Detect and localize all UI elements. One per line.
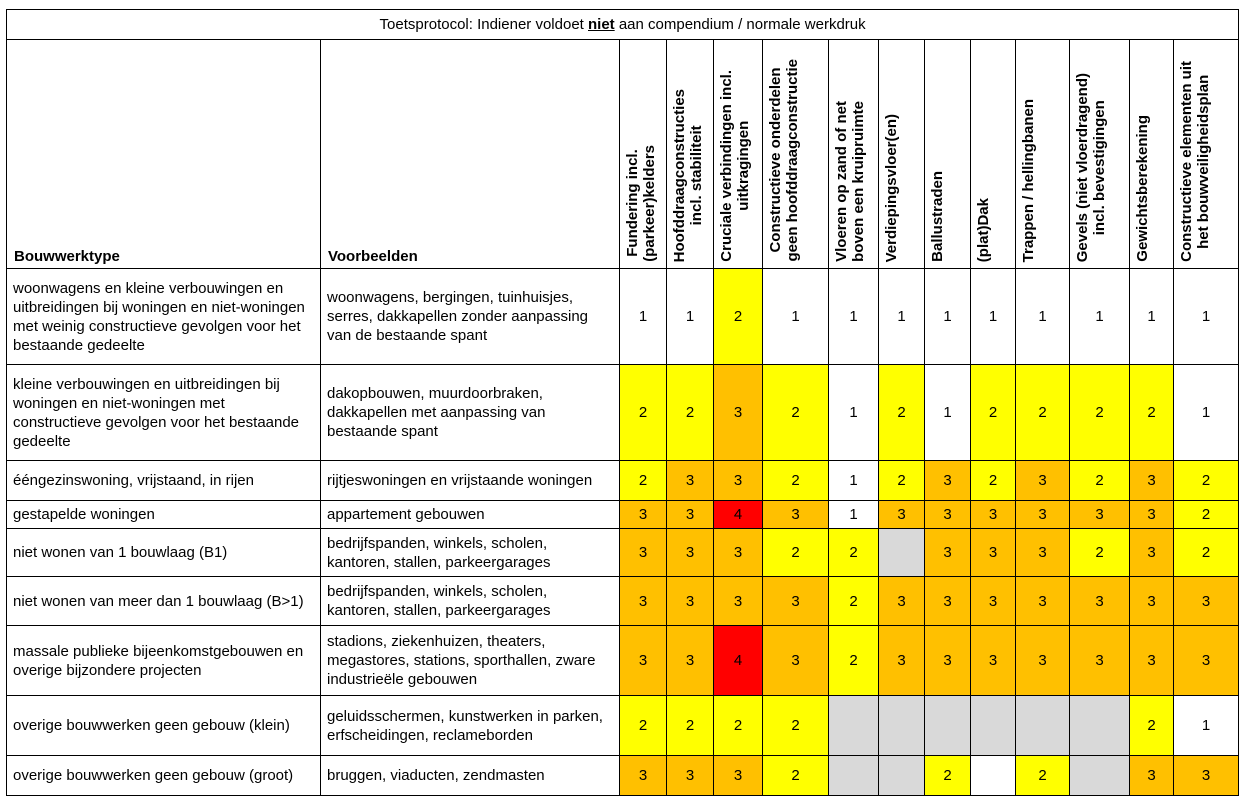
score-cell: 3 [925, 577, 971, 626]
column-header-line: (plat)Dak [975, 197, 992, 262]
column-header [925, 40, 971, 269]
score-cell: 1 [1016, 269, 1070, 365]
score-cell: 2 [763, 461, 829, 501]
score-cell: 2 [1174, 461, 1239, 501]
score-cell: 2 [620, 365, 667, 461]
table-row [7, 626, 1239, 696]
header-voorbeelden: Voorbeelden [321, 40, 620, 269]
score-cell: 3 [1130, 626, 1174, 696]
score-cell: 2 [879, 461, 925, 501]
table-row [7, 696, 1239, 756]
voorbeelden-cell: rijtjeswoningen en vrijstaande woningen [321, 461, 620, 501]
column-header-label [767, 59, 801, 264]
score-cell: 3 [879, 501, 925, 529]
score-cell: 3 [879, 577, 925, 626]
score-cell: 2 [667, 365, 714, 461]
score-cell: 1 [1130, 269, 1174, 365]
column-header-label [883, 114, 900, 264]
column-header-line: Ballustraden [929, 171, 946, 262]
score-cell: 3 [1174, 756, 1239, 796]
score-cell: 2 [829, 577, 879, 626]
bouwwerktype-cell: woonwagens en kleine verbouwingen en uitbreidingen bij woningen en niet-woningen met weinig constructieve gevolgen voor het bestaande gedeelte [7, 269, 321, 365]
column-header [763, 40, 829, 269]
score-cell: 3 [1016, 626, 1070, 696]
column-header [1016, 40, 1070, 269]
voorbeelden-cell: geluidsschermen, kunstwerken in parken, erfscheidingen, reclameborden [321, 696, 620, 756]
column-header-line: boven een kruipruimte [850, 101, 867, 262]
score-cell [829, 756, 879, 796]
score-cell: 3 [620, 577, 667, 626]
score-cell: 2 [879, 365, 925, 461]
score-cell: 3 [763, 626, 829, 696]
score-cell: 3 [714, 529, 763, 577]
score-cell: 3 [1130, 529, 1174, 577]
score-cell: 2 [667, 696, 714, 756]
score-cell: 2 [714, 696, 763, 756]
score-cell: 2 [763, 696, 829, 756]
score-cell: 1 [829, 501, 879, 529]
score-cell: 3 [714, 461, 763, 501]
column-header [667, 40, 714, 269]
column-header-line: Trappen / hellingbanen [1020, 98, 1037, 262]
column-header-label [833, 101, 867, 264]
score-cell: 2 [1016, 756, 1070, 796]
column-header-line: geen hoofddraagconstructie [784, 59, 801, 262]
score-cell: 2 [763, 529, 829, 577]
score-cell: 3 [714, 577, 763, 626]
title-emphasis: niet [588, 16, 615, 33]
score-cell: 3 [925, 501, 971, 529]
score-cell: 1 [1174, 365, 1239, 461]
score-cell: 3 [879, 626, 925, 696]
score-cell: 3 [667, 756, 714, 796]
column-header-label [624, 145, 658, 264]
score-cell: 3 [971, 626, 1016, 696]
voorbeelden-cell: appartement gebouwen [321, 501, 620, 529]
column-header-line: Gewichtsberekening [1134, 115, 1151, 262]
header-bouwwerktype: Bouwwerktype [7, 40, 321, 269]
column-header [620, 40, 667, 269]
column-header-label [1074, 73, 1108, 264]
bouwwerktype-cell: kleine verbouwingen en uitbreidingen bij woningen en niet-woningen met constructieve gevolgen voor het bestaande gedeelte [7, 365, 321, 461]
column-header-label [1020, 99, 1037, 264]
score-cell: 2 [763, 365, 829, 461]
bouwwerktype-cell: niet wonen van 1 bouwlaag (B1) [7, 529, 321, 577]
voorbeelden-cell: woonwagens, bergingen, tuinhuisjes, serres, dakkapellen zonder aanpassing van de bestaande spant [321, 269, 620, 365]
score-cell [1070, 756, 1130, 796]
header-row [7, 40, 1239, 269]
score-cell: 3 [763, 577, 829, 626]
score-cell: 2 [925, 756, 971, 796]
score-cell: 3 [620, 529, 667, 577]
bouwwerktype-cell: niet wonen van meer dan 1 bouwlaag (B>1) [7, 577, 321, 626]
score-cell: 1 [667, 269, 714, 365]
score-cell: 3 [1016, 461, 1070, 501]
score-cell: 3 [1130, 756, 1174, 796]
score-cell: 2 [1070, 365, 1130, 461]
score-cell: 3 [1174, 577, 1239, 626]
column-header-line: incl. bevestigingen [1091, 99, 1108, 235]
table-row [7, 577, 1239, 626]
score-cell: 2 [1130, 696, 1174, 756]
score-cell: 3 [925, 626, 971, 696]
score-cell [925, 696, 971, 756]
column-header [1070, 40, 1130, 269]
column-header [971, 40, 1016, 269]
column-header [829, 40, 879, 269]
score-cell: 3 [667, 577, 714, 626]
score-cell: 1 [620, 269, 667, 365]
score-cell: 3 [667, 626, 714, 696]
column-header-label [975, 198, 992, 264]
score-cell: 3 [1070, 501, 1130, 529]
score-cell: 3 [925, 529, 971, 577]
column-header-line: Hoofddraagconstructies [671, 88, 688, 262]
column-header [879, 40, 925, 269]
score-cell [1016, 696, 1070, 756]
table-row [7, 365, 1239, 461]
column-header-label [671, 89, 705, 264]
score-cell: 2 [620, 696, 667, 756]
score-cell [829, 696, 879, 756]
score-cell: 1 [1174, 269, 1239, 365]
score-cell: 2 [1174, 501, 1239, 529]
score-cell [879, 756, 925, 796]
column-header-line: Constructieve onderdelen [767, 68, 784, 254]
score-cell: 2 [1130, 365, 1174, 461]
score-cell [879, 529, 925, 577]
column-header-line: Verdiepingsvloer(en) [883, 113, 900, 262]
score-cell: 3 [1130, 461, 1174, 501]
voorbeelden-cell: bruggen, viaducten, zendmasten [321, 756, 620, 796]
score-cell: 1 [879, 269, 925, 365]
column-header-line: uitkragingen [735, 121, 752, 212]
score-cell: 2 [620, 461, 667, 501]
column-header-line: Constructieve elementen uit [1178, 61, 1195, 262]
bouwwerktype-cell: ééngezinswoning, vrijstaand, in rijen [7, 461, 321, 501]
score-cell: 3 [714, 365, 763, 461]
table-body [7, 269, 1239, 796]
score-cell: 3 [971, 501, 1016, 529]
table-row [7, 269, 1239, 365]
column-header-line: Fundering incl. [624, 149, 641, 258]
score-cell: 1 [829, 365, 879, 461]
score-cell: 3 [667, 529, 714, 577]
title-prefix: Toetsprotocol: Indiener voldoet [379, 16, 588, 33]
voorbeelden-cell: dakopbouwen, muurdoorbraken, dakkapellen met aanpassing van bestaande spant [321, 365, 620, 461]
column-header-line: (parkeer)kelders [641, 145, 658, 262]
score-cell: 2 [763, 756, 829, 796]
table-row [7, 529, 1239, 577]
score-cell: 2 [714, 269, 763, 365]
score-cell [971, 696, 1016, 756]
column-header-line: Gevels (niet vloerdragend) [1074, 72, 1091, 262]
column-header-line: incl. stabiliteit [688, 125, 705, 226]
score-cell: 2 [829, 529, 879, 577]
score-cell: 3 [620, 501, 667, 529]
score-cell: 3 [1016, 501, 1070, 529]
score-cell: 2 [1016, 365, 1070, 461]
column-header-line: het bouwveiligheidsplan [1195, 74, 1212, 249]
score-cell: 3 [1130, 501, 1174, 529]
column-header-line: Vloeren op zand of net [833, 101, 850, 262]
score-cell [879, 696, 925, 756]
score-cell: 3 [763, 501, 829, 529]
score-cell: 3 [971, 529, 1016, 577]
score-cell: 2 [1070, 461, 1130, 501]
score-cell: 1 [925, 365, 971, 461]
voorbeelden-cell: bedrijfspanden, winkels, scholen, kantoren, stallen, parkeergarages [321, 529, 620, 577]
score-cell: 1 [971, 269, 1016, 365]
score-cell: 1 [829, 461, 879, 501]
column-header-label [1178, 61, 1212, 264]
score-cell: 2 [1070, 529, 1130, 577]
table-row [7, 461, 1239, 501]
column-header [1174, 40, 1239, 269]
column-header-line: Cruciale verbindingen incl. [718, 70, 735, 262]
score-cell: 3 [1130, 577, 1174, 626]
voorbeelden-cell: stadions, ziekenhuizen, theaters, megastores, stations, sporthallen, zware industrieële gebouwen [321, 626, 620, 696]
table-title [7, 10, 1239, 40]
column-header [1130, 40, 1174, 269]
score-cell: 4 [714, 626, 763, 696]
bouwwerktype-cell: overige bouwwerken geen gebouw (groot) [7, 756, 321, 796]
score-cell: 2 [829, 626, 879, 696]
toetsprotocol-table [6, 9, 1239, 796]
score-cell: 1 [829, 269, 879, 365]
score-cell: 1 [925, 269, 971, 365]
score-cell: 3 [620, 756, 667, 796]
score-cell: 3 [925, 461, 971, 501]
score-cell: 3 [620, 626, 667, 696]
score-cell: 3 [667, 501, 714, 529]
score-cell [1070, 696, 1130, 756]
column-header [714, 40, 763, 269]
column-header-label [718, 70, 752, 264]
score-cell: 2 [1174, 529, 1239, 577]
score-cell: 3 [1016, 577, 1070, 626]
column-header-label [929, 171, 946, 264]
bouwwerktype-cell: massale publieke bijeenkomstgebouwen en overige bijzondere projecten [7, 626, 321, 696]
bouwwerktype-cell: overige bouwwerken geen gebouw (klein) [7, 696, 321, 756]
score-cell: 2 [971, 461, 1016, 501]
score-cell: 1 [763, 269, 829, 365]
score-cell: 3 [667, 461, 714, 501]
score-cell: 3 [1174, 626, 1239, 696]
score-cell: 1 [1174, 696, 1239, 756]
score-cell: 3 [1070, 577, 1130, 626]
table-row [7, 756, 1239, 796]
score-cell: 3 [971, 577, 1016, 626]
table-row [7, 501, 1239, 529]
column-header-label [1134, 115, 1151, 264]
score-cell: 3 [1070, 626, 1130, 696]
score-cell: 3 [714, 756, 763, 796]
score-cell: 4 [714, 501, 763, 529]
score-cell [971, 756, 1016, 796]
score-cell: 3 [1016, 529, 1070, 577]
voorbeelden-cell: bedrijfspanden, winkels, scholen, kantoren, stallen, parkeergarages [321, 577, 620, 626]
score-cell: 2 [971, 365, 1016, 461]
score-cell: 1 [1070, 269, 1130, 365]
bouwwerktype-cell: gestapelde woningen [7, 501, 321, 529]
title-suffix: aan compendium / normale werkdruk [614, 16, 866, 33]
